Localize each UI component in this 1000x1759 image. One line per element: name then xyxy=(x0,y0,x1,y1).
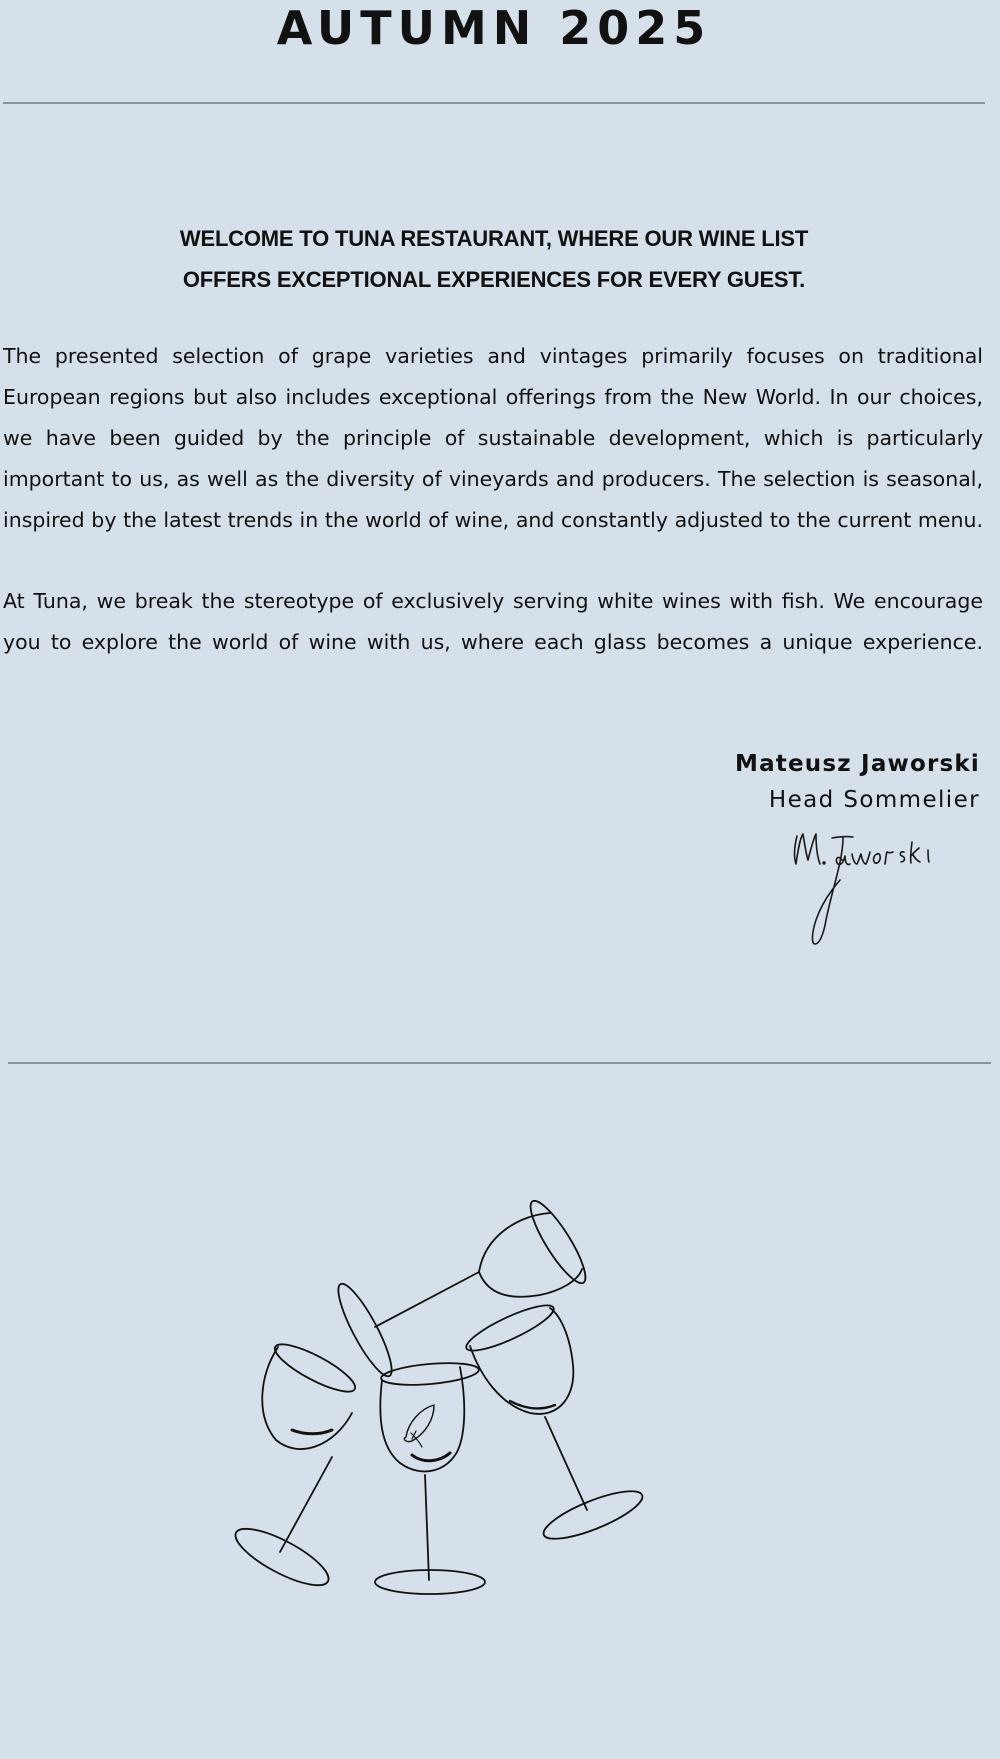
welcome-heading-line-1: WELCOME TO TUNA RESTAURANT, WHERE OUR WINE LIST xyxy=(179,226,809,251)
welcome-heading-line-2: OFFERS EXCEPTIONAL EXPERIENCES FOR EVERY GUEST. xyxy=(182,267,806,292)
page-title: AUTUMN 2025 xyxy=(276,1,712,55)
intro-paragraph-2: At Tuna, we break the stereotype of exclusively serving white wines with fish. We encourage you to explore the world of wine with us, where each glass becomes a unique experience. xyxy=(3,589,983,654)
bottom-divider xyxy=(8,1062,991,1064)
signature-block xyxy=(735,746,980,818)
top-wine-glass xyxy=(330,1195,594,1382)
sommelier-role: Head Sommelier xyxy=(768,787,980,813)
welcome-heading xyxy=(0,218,988,300)
sommelier-name: Mateusz Jaworski xyxy=(735,751,980,777)
wine-glasses-toast-icon xyxy=(220,1175,720,1605)
right-wine-glass xyxy=(462,1298,648,1548)
left-wine-glass xyxy=(229,1336,361,1595)
top-divider xyxy=(3,102,985,104)
handwritten-signature-icon xyxy=(780,820,980,950)
center-wine-glass xyxy=(375,1360,485,1594)
intro-paragraph-1: The presented selection of grape varieties and vintages primarily focuses on traditional European regions but also includes exceptional offerings from the New World. In our choices, we have been guided by the principle of sustainable development, which is particularly important to us, as well as the diversity of vineyards and producers. The selection is seasonal, inspired by the latest trends in the world of wine, and constantly adjusted to the current menu. xyxy=(3,344,983,532)
